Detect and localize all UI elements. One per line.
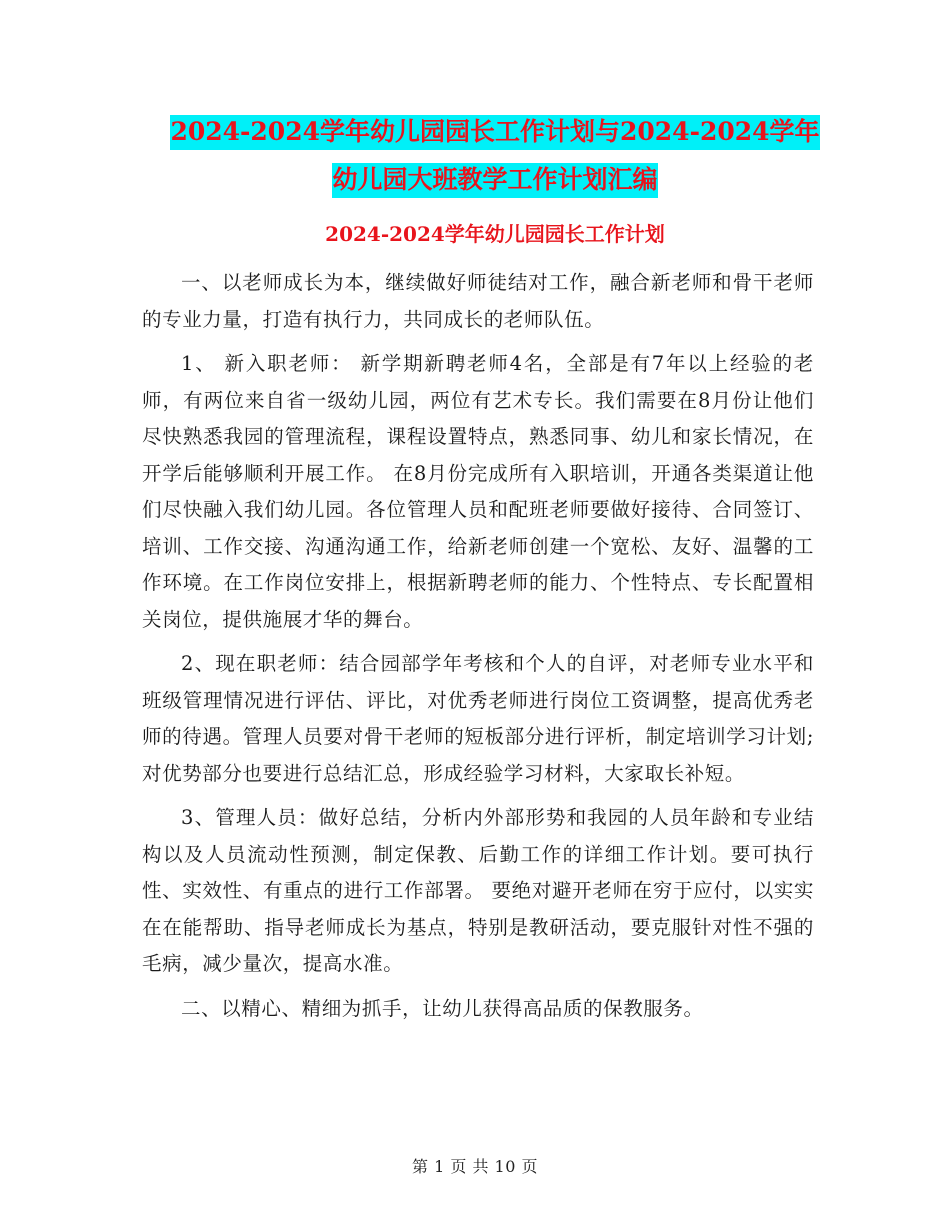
document-title-line-2: 幼儿园大班教学工作计划汇编 xyxy=(332,163,657,198)
document-title-line-1: 2024-2024学年幼儿园园长工作计划与2024-2024学年 xyxy=(170,115,819,150)
paragraph-management: 3、管理人员：做好总结，分析内外部形势和我园的人员年龄和专业结构以及人员流动性预测，制定保教、后勤工作的详细工作计划。要可执行性、实效性、有重点的进行工作部署。 要绝对避开老师在穷于应付，以实实在在能帮助、指导老师成长为基点，特别是教研活动，要克服针对性不强的毛病，减少量次，提高水准。 xyxy=(142,806,814,975)
paragraph-section-one: 一、以老师成长为本，继续做好师徒结对工作，融合新老师和骨干老师的专业力量，打造有执行力，共同成长的老师队伍。 xyxy=(142,271,814,331)
paragraph-current-teachers: 2、现在职老师：结合园部学年考核和个人的自评，对老师专业水平和班级管理情况进行评估、评比，对优秀老师进行岗位工资调整，提高优秀老师的待遇。管理人员要对骨干老师的短板部分进行评析，制定培训学习计划;对优势部分也要进行总结汇总，形成经验学习材料，大家取长补短。 xyxy=(142,652,814,785)
paragraph-new-teachers: 1、 新入职老师： 新学期新聘老师4名，全部是有7年以上经验的老师，有两位来自省一级幼儿园，两位有艺术专长。我们需要在8月份让他们尽快熟悉我园的管理流程，课程设置特点，熟悉同事、幼儿和家长情况，在开学后能够顺利开展工作。 在8月份完成所有入职培训，开通各类渠道让他们尽快融入我们幼儿园。各位管理人员和配班老师要做好接待、合同签订、培训、工作交接、沟通沟通工作，给新老师创建一个宽松、友好、温馨的工作环境。在工作岗位安排上，根据新聘老师的能力、个性特点、专长配置相关岗位，提供施展才华的舞台。 xyxy=(142,352,814,631)
document-title xyxy=(140,108,850,204)
document-body xyxy=(142,265,814,1035)
page-number-footer: 第 1 页 共 10 页 xyxy=(412,1157,538,1176)
paragraph-section-two: 二、以精心、精细为抓手，让幼儿获得高品质的保教服务。 xyxy=(181,996,704,1020)
section-title: 2024-2024学年幼儿园园长工作计划 xyxy=(325,222,665,246)
